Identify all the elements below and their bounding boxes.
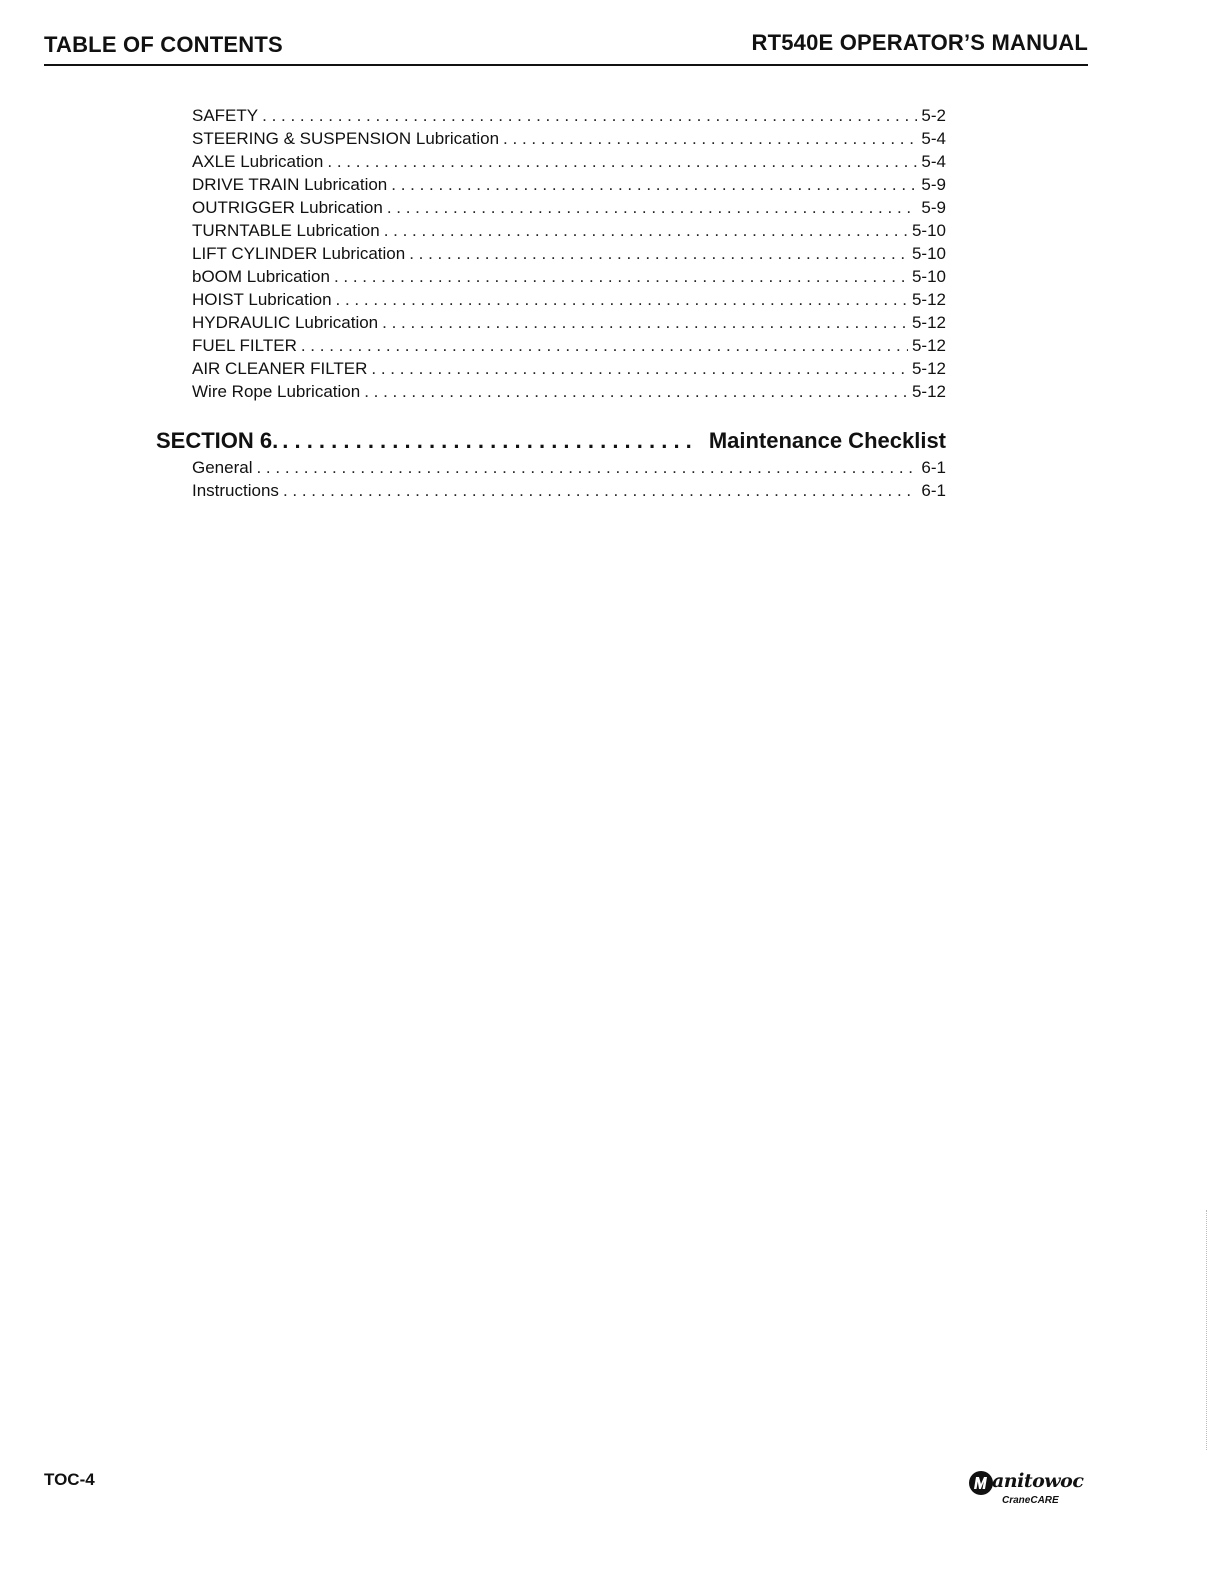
- toc-entry-page: 5-10: [911, 267, 946, 286]
- dot-leader: [301, 334, 908, 357]
- header-title: TABLE OF CONTENTS: [44, 32, 283, 57]
- toc-entry-page: 5-4: [921, 152, 946, 171]
- toc-entry-page: 5-12: [911, 290, 946, 309]
- toc-entry-page: 5-12: [911, 359, 946, 378]
- dot-leader: [327, 150, 917, 173]
- toc-entry-label: TURNTABLE Lubrication: [192, 221, 380, 240]
- toc-entry[interactable]: [192, 380, 946, 403]
- toc-entry[interactable]: [192, 357, 946, 380]
- toc-entry-label: SAFETY: [192, 106, 259, 125]
- toc-entry-label: bOOM Lubrication: [192, 267, 330, 286]
- dot-leader: [283, 479, 917, 502]
- dot-leader: [503, 127, 917, 150]
- page-header: [44, 28, 1088, 66]
- toc-entry-label: HOIST Lubrication: [192, 290, 332, 309]
- dot-leader: [387, 196, 918, 219]
- manitowoc-m-icon: [968, 1470, 994, 1496]
- toc-entry[interactable]: [192, 456, 946, 479]
- toc-entry[interactable]: [192, 150, 946, 173]
- toc-entry-label: HYDRAULIC Lubrication: [192, 313, 379, 332]
- toc-entry-page: 5-10: [911, 221, 946, 240]
- toc-entry[interactable]: [192, 127, 946, 150]
- toc-entry[interactable]: [192, 265, 946, 288]
- toc-entry[interactable]: [192, 334, 946, 357]
- section-heading[interactable]: [156, 427, 946, 455]
- toc-entry-label: OUTRIGGER Lubrication: [192, 198, 383, 217]
- manitowoc-logo: [968, 1470, 1092, 1514]
- toc-entry-page: 6-1: [921, 458, 946, 477]
- dot-leader: [391, 173, 917, 196]
- dot-leader: [371, 357, 908, 380]
- toc-entry-label: Wire Rope Lubrication: [192, 382, 361, 401]
- logo-tagline: CraneCARE: [1002, 1495, 1059, 1506]
- dot-leader: [262, 104, 917, 127]
- toc-entry[interactable]: [192, 196, 946, 219]
- dot-leader: [334, 265, 908, 288]
- dot-leader: [409, 242, 908, 265]
- toc-entry[interactable]: [192, 173, 946, 196]
- toc-entry-label: AIR CLEANER FILTER: [192, 359, 368, 378]
- toc-entry-page: 5-12: [911, 382, 946, 401]
- toc-entry-label: FUEL FILTER: [192, 336, 297, 355]
- toc-entry-page: 5-12: [911, 313, 946, 332]
- toc-entry[interactable]: [192, 242, 946, 265]
- toc-entry-page: 5-12: [911, 336, 946, 355]
- toc-entry-page: 5-2: [921, 106, 946, 125]
- scan-edge-marks: [1206, 1210, 1209, 1450]
- dot-leader: [384, 219, 908, 242]
- toc-entry-label: STEERING & SUSPENSION Lubrication: [192, 129, 500, 148]
- manual-title: RT540E OPERATOR’S MANUAL: [751, 30, 1088, 55]
- toc-entry-label: Instructions: [192, 481, 279, 500]
- toc-entry[interactable]: [192, 219, 946, 242]
- toc-entry[interactable]: [192, 479, 946, 502]
- toc-entry-label: LIFT CYLINDER Lubrication: [192, 244, 406, 263]
- toc-entry-page: 6-1: [921, 481, 946, 500]
- dot-leader: [364, 380, 908, 403]
- section-title: Maintenance Checklist: [708, 428, 946, 453]
- dot-leader: [336, 288, 908, 311]
- toc-entry[interactable]: [192, 311, 946, 334]
- toc-entry[interactable]: [192, 288, 946, 311]
- toc-entry-label: DRIVE TRAIN Lubrication: [192, 175, 388, 194]
- section-number: SECTION 6.: [156, 428, 279, 453]
- dot-leader: [256, 456, 917, 479]
- dot-leader: [282, 427, 699, 455]
- dot-leader: [382, 311, 908, 334]
- section-toc-list: [192, 456, 946, 502]
- toc-entry-page: 5-9: [921, 175, 946, 194]
- page-number: TOC-4: [44, 1470, 95, 1489]
- logo-wordmark: anitowoc: [992, 1470, 1084, 1492]
- toc-entry[interactable]: [192, 104, 946, 127]
- toc-entry-page: 5-9: [921, 198, 946, 217]
- toc-entry-label: AXLE Lubrication: [192, 152, 324, 171]
- toc-list: [192, 104, 946, 403]
- toc-entry-page: 5-10: [911, 244, 946, 263]
- toc-entry-label: General: [192, 458, 253, 477]
- toc-entry-page: 5-4: [921, 129, 946, 148]
